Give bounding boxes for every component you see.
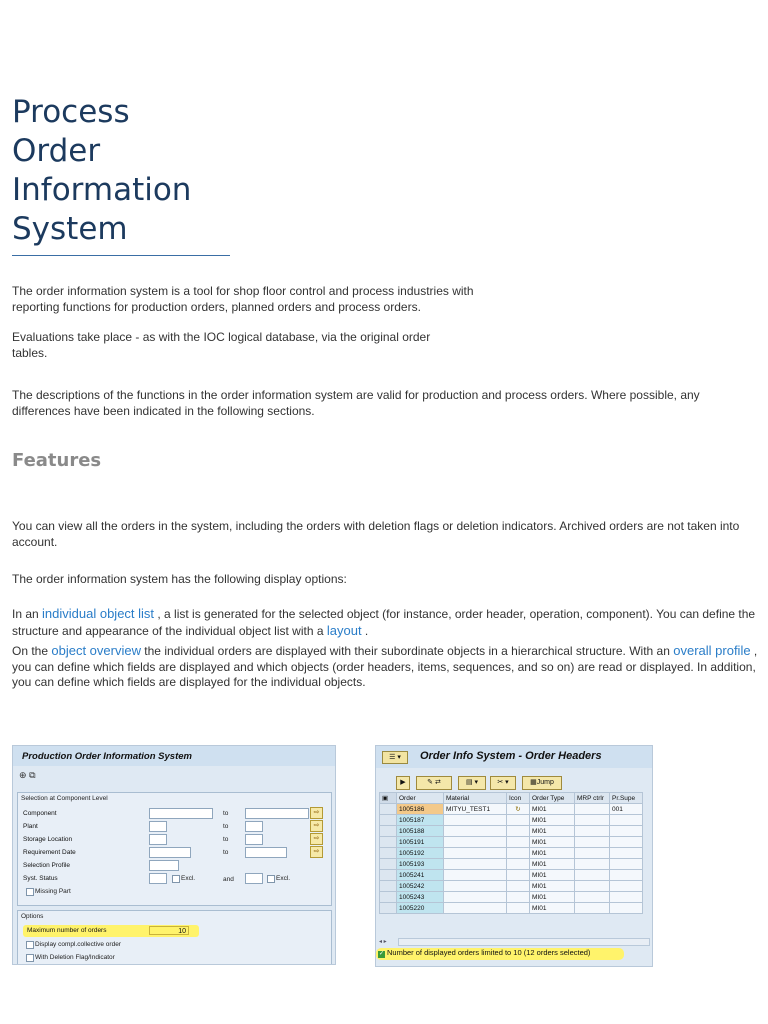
order-type-cell: MI01 bbox=[530, 804, 575, 815]
execute-icon[interactable]: ▶ bbox=[396, 776, 410, 790]
menu-icon[interactable]: ☰ ▾ bbox=[382, 751, 408, 764]
max-orders-label: Maximum number of orders bbox=[27, 927, 107, 934]
order-type-cell: MI01 bbox=[530, 870, 575, 881]
filter-icon[interactable]: ✂ ▾ bbox=[490, 776, 516, 790]
table-row[interactable] bbox=[380, 881, 643, 892]
table-row[interactable] bbox=[380, 859, 643, 870]
row-label-requirement-date: Requirement Date bbox=[23, 849, 76, 856]
object-overview-link[interactable]: object overview bbox=[51, 643, 141, 658]
table-row[interactable] bbox=[380, 892, 643, 903]
p4-text-a: On the bbox=[12, 644, 52, 658]
column-header-mrp-ctrlr[interactable]: MRP ctrlr bbox=[575, 793, 610, 804]
to-label: to bbox=[223, 823, 229, 830]
super-cell bbox=[610, 826, 643, 837]
max-orders-input[interactable]: 10 bbox=[149, 926, 189, 935]
p3-text-c: . bbox=[361, 623, 369, 638]
deletion-flag-label: With Deletion Flag/Indicator bbox=[35, 954, 115, 961]
layout-link[interactable]: layout bbox=[326, 622, 362, 638]
super-cell: 001 bbox=[610, 804, 643, 815]
material-cell bbox=[444, 826, 507, 837]
order-headers-screenshot bbox=[375, 745, 653, 967]
toolbar-icons bbox=[19, 770, 36, 781]
super-cell bbox=[610, 892, 643, 903]
title-line-3: Information bbox=[12, 172, 192, 208]
production-order-screenshot bbox=[12, 745, 336, 965]
horizontal-scrollbar[interactable] bbox=[398, 938, 650, 946]
profile-input[interactable] bbox=[149, 860, 179, 871]
edit-icon[interactable]: ✎ ⇄ bbox=[416, 776, 452, 790]
p4-text-b: the individual orders are displayed with their subordinate objects in a hierarchical structure. With an bbox=[140, 644, 674, 658]
individual-object-list-link[interactable]: individual object list bbox=[42, 606, 155, 621]
row-selector[interactable] bbox=[380, 815, 397, 826]
row-selector[interactable] bbox=[380, 804, 397, 815]
mrp-cell bbox=[575, 826, 610, 837]
material-cell bbox=[444, 903, 507, 914]
status-cell bbox=[507, 815, 530, 826]
to-label: to bbox=[223, 836, 229, 843]
order-cell[interactable]: 1005192 bbox=[397, 848, 444, 859]
mrp-cell bbox=[575, 837, 610, 848]
p3-text-b: , a list is generated for the selected object (for instance, order header, operation, component). You can define the structure and appearance of the individual object list with a bbox=[12, 607, 756, 638]
mrp-cell bbox=[575, 892, 610, 903]
excl-checkbox-2[interactable] bbox=[267, 875, 275, 883]
excl-label: Excl. bbox=[181, 875, 196, 882]
status-cell bbox=[507, 881, 530, 892]
screenshot-right-titlebar bbox=[376, 746, 652, 768]
order-cell[interactable]: 1005242 bbox=[397, 881, 444, 892]
status-and-input[interactable] bbox=[245, 873, 263, 884]
intro-paragraph-1: The order information system is a tool for shop floor control and process industries with reporting functions for production orders, planned orders and process orders. bbox=[12, 284, 474, 314]
mrp-cell bbox=[575, 804, 610, 815]
row-selector[interactable] bbox=[380, 903, 397, 914]
super-cell bbox=[610, 859, 643, 870]
layout-icon[interactable]: ▤ ▾ bbox=[458, 776, 486, 790]
component-to-input[interactable] bbox=[245, 808, 309, 819]
order-type-cell: MI01 bbox=[530, 837, 575, 848]
storage-to-input[interactable] bbox=[245, 834, 263, 845]
overall-profile-link[interactable]: overall profile bbox=[673, 643, 751, 658]
display-collective-label: Display compl.collective order bbox=[35, 941, 121, 948]
date-to-input[interactable] bbox=[245, 847, 287, 858]
status-cell bbox=[507, 903, 530, 914]
mrp-cell bbox=[575, 848, 610, 859]
row-selector[interactable] bbox=[380, 881, 397, 892]
deletion-flag-checkbox[interactable] bbox=[26, 954, 34, 962]
status-bar bbox=[376, 948, 590, 958]
order-cell[interactable]: 1005241 bbox=[397, 870, 444, 881]
title-line-1: Process bbox=[12, 94, 130, 130]
table-row[interactable] bbox=[380, 903, 643, 914]
order-cell[interactable]: 1005191 bbox=[397, 837, 444, 848]
features-paragraph-4 bbox=[12, 643, 760, 691]
horizontal-scroll-arrows[interactable]: ◂ ▸ bbox=[379, 939, 387, 945]
super-cell bbox=[610, 837, 643, 848]
selection-group-title: Selection at Component Level bbox=[21, 795, 108, 802]
intro-paragraph-2: Evaluations take place - as with the IOC logical database, via the original order tables. bbox=[12, 330, 431, 360]
mrp-cell bbox=[575, 859, 610, 870]
status-cell bbox=[507, 826, 530, 837]
status-icon: ↻ bbox=[507, 804, 530, 815]
column-header-order-type[interactable]: Order Type bbox=[530, 793, 575, 804]
mrp-cell bbox=[575, 870, 610, 881]
status-cell bbox=[507, 848, 530, 859]
order-type-cell: MI01 bbox=[530, 859, 575, 870]
to-label: to bbox=[223, 849, 229, 856]
row-label-component: Component bbox=[23, 810, 57, 817]
row-selector[interactable] bbox=[380, 837, 397, 848]
mrp-cell bbox=[575, 903, 610, 914]
table-row[interactable] bbox=[380, 848, 643, 859]
material-cell bbox=[444, 837, 507, 848]
row-selector[interactable] bbox=[380, 892, 397, 903]
excl-checkbox[interactable] bbox=[172, 875, 180, 883]
material-cell: MITYU_TEST1 bbox=[444, 804, 507, 815]
super-cell bbox=[610, 848, 643, 859]
super-cell bbox=[610, 870, 643, 881]
row-label-plant: Plant bbox=[23, 823, 38, 830]
order-type-cell: MI01 bbox=[530, 826, 575, 837]
title-line-4: System bbox=[12, 211, 128, 247]
order-cell[interactable]: 1005186 bbox=[397, 804, 444, 815]
date-from-input[interactable] bbox=[149, 847, 191, 858]
multiple-selection-icon[interactable]: ⇨ bbox=[310, 833, 323, 845]
row-label-selection-profile: Selection Profile bbox=[23, 862, 70, 869]
title-line-2: Order bbox=[12, 133, 101, 169]
status-input[interactable] bbox=[149, 873, 167, 884]
missing-part-label: Missing Part bbox=[35, 888, 71, 895]
column-header-material[interactable]: Material bbox=[444, 793, 507, 804]
material-cell bbox=[444, 881, 507, 892]
jump-icon: ▦ bbox=[530, 779, 537, 786]
table-row[interactable] bbox=[380, 815, 643, 826]
material-cell bbox=[444, 848, 507, 859]
table-row[interactable] bbox=[380, 870, 643, 881]
p4-text-c: , you can define which fields are displayed and which objects (order headers, items, sequences, and so on) are read or displayed. In addition, you can define which fields are displayed for the individual objects. bbox=[12, 644, 758, 689]
material-cell bbox=[444, 859, 507, 870]
order-cell[interactable]: 1005220 bbox=[397, 903, 444, 914]
column-header-order[interactable]: Order bbox=[397, 793, 444, 804]
jump-label: Jump bbox=[536, 779, 554, 786]
intro-paragraph-3: The descriptions of the functions in the order information system are valid for production and process orders. Where possible, any differences have been indicated in the following sections. bbox=[12, 388, 700, 418]
order-type-cell: MI01 bbox=[530, 815, 575, 826]
order-cell[interactable]: 1005188 bbox=[397, 826, 444, 837]
order-type-cell: MI01 bbox=[530, 848, 575, 859]
row-selector[interactable] bbox=[380, 870, 397, 881]
status-cell bbox=[507, 870, 530, 881]
row-selector[interactable] bbox=[380, 859, 397, 870]
row-selector[interactable] bbox=[380, 848, 397, 859]
status-cell bbox=[507, 837, 530, 848]
material-cell bbox=[444, 892, 507, 903]
plant-to-input[interactable] bbox=[245, 821, 263, 832]
column-header-icon[interactable]: Icon bbox=[507, 793, 530, 804]
success-check-icon: ✓ bbox=[378, 951, 385, 957]
row-label-syst-status: Syst. Status bbox=[23, 875, 58, 882]
status-cell bbox=[507, 859, 530, 870]
screenshot-left-title: Production Order Information System bbox=[13, 746, 335, 766]
features-paragraph-2: The order information system has the following display options: bbox=[12, 572, 347, 586]
status-message: Number of displayed orders limited to 10 (12 orders selected) bbox=[387, 948, 591, 957]
mrp-cell bbox=[575, 881, 610, 892]
features-heading: Features bbox=[12, 450, 102, 471]
missing-part-checkbox[interactable] bbox=[26, 888, 34, 896]
excl-label-2: Excl. bbox=[276, 875, 291, 882]
material-cell bbox=[444, 870, 507, 881]
options-group-title: Options bbox=[21, 913, 44, 920]
storage-from-input[interactable] bbox=[149, 834, 167, 845]
execute-icon[interactable]: ⊕ bbox=[19, 770, 27, 780]
row-selector[interactable] bbox=[380, 826, 397, 837]
table-row[interactable] bbox=[380, 804, 643, 815]
to-label: to bbox=[223, 810, 229, 817]
order-type-cell: MI01 bbox=[530, 903, 575, 914]
row-label-storage-location: Storage Location bbox=[23, 836, 73, 843]
jump-button[interactable] bbox=[522, 776, 562, 790]
page-title bbox=[12, 93, 232, 249]
features-paragraph-1: You can view all the orders in the system, including the orders with deletion flags or deletion indicators. Archived orders are not taken into account. bbox=[12, 519, 740, 549]
table-row[interactable] bbox=[380, 826, 643, 837]
variant-icon[interactable]: ⧉ bbox=[29, 770, 36, 780]
order-cell[interactable]: 1005193 bbox=[397, 859, 444, 870]
order-cell[interactable]: 1005187 bbox=[397, 815, 444, 826]
title-underline bbox=[12, 255, 230, 256]
order-type-cell: MI01 bbox=[530, 892, 575, 903]
features-paragraph-3 bbox=[12, 606, 757, 639]
multiple-selection-icon[interactable]: ⇨ bbox=[310, 846, 323, 858]
table-row[interactable] bbox=[380, 837, 643, 848]
select-all-icon[interactable]: ▣ bbox=[380, 793, 397, 804]
super-cell bbox=[610, 903, 643, 914]
and-label: and bbox=[223, 876, 234, 883]
order-headers-table bbox=[379, 792, 643, 914]
p3-text-a: In an bbox=[12, 607, 43, 621]
plant-from-input[interactable] bbox=[149, 821, 167, 832]
multiple-selection-icon[interactable]: ⇨ bbox=[310, 807, 323, 819]
status-cell bbox=[507, 892, 530, 903]
screenshot-right-title: Order Info System - Order Headers bbox=[420, 750, 602, 762]
super-cell bbox=[610, 881, 643, 892]
component-from-input[interactable] bbox=[149, 808, 213, 819]
display-collective-checkbox[interactable] bbox=[26, 941, 34, 949]
multiple-selection-icon[interactable]: ⇨ bbox=[310, 820, 323, 832]
material-cell bbox=[444, 815, 507, 826]
mrp-cell bbox=[575, 815, 610, 826]
column-header-pr-supe[interactable]: Pr.Supe bbox=[610, 793, 643, 804]
order-cell[interactable]: 1005243 bbox=[397, 892, 444, 903]
order-type-cell: MI01 bbox=[530, 881, 575, 892]
super-cell bbox=[610, 815, 643, 826]
